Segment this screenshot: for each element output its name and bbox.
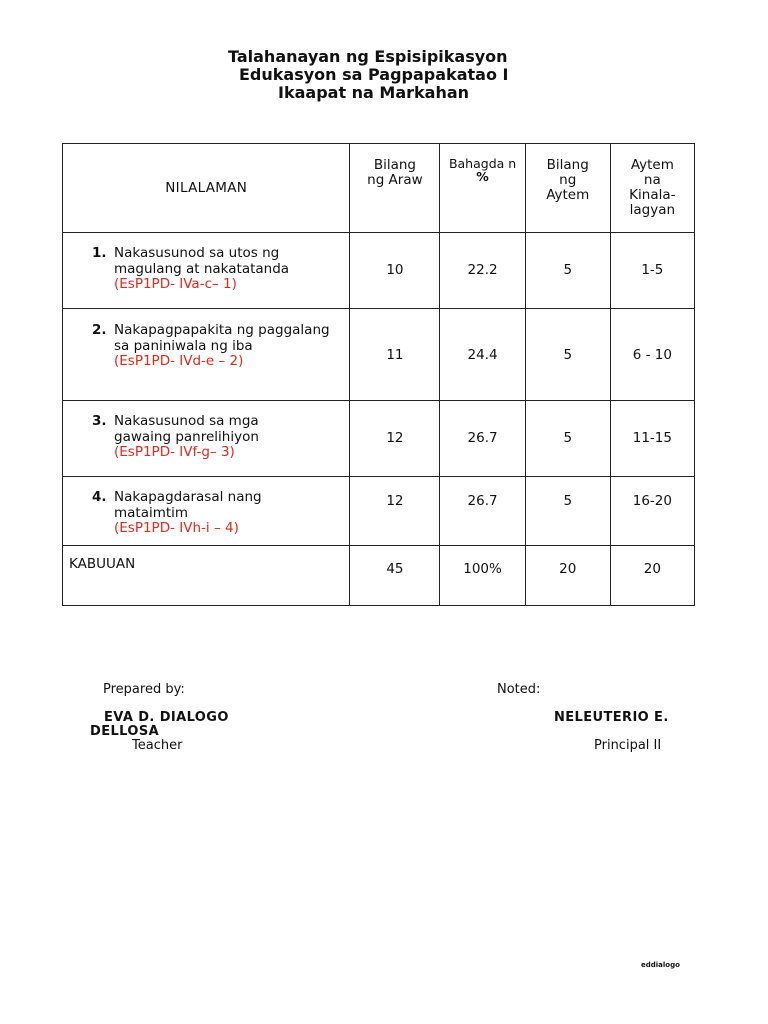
- days-cell: 10: [350, 233, 440, 309]
- item-text: Nakapagpapakita ng paggalang sa paniniwala ng iba: [114, 322, 330, 354]
- placement-cell: 16-20: [610, 477, 694, 546]
- placement-cell: 11-15: [610, 401, 694, 477]
- total-row: [63, 546, 695, 606]
- title-line-1: Talahanayan ng Espisipikasyon: [228, 47, 508, 66]
- noted-label: Noted:: [497, 682, 541, 697]
- prepared-name-line1: EVA D. DIALOGO: [104, 710, 229, 725]
- header-placement: [610, 144, 694, 233]
- prepared-title: Teacher: [132, 738, 183, 753]
- prepared-by-label: Prepared by:: [103, 682, 185, 697]
- item-number: 4.: [92, 489, 107, 505]
- footer-watermark: eddialogo: [641, 961, 680, 969]
- competency-code: (EsP1PD- IVh-i – 4): [114, 520, 239, 536]
- competency-code: (EsP1PD- IVa-c– 1): [114, 276, 237, 292]
- percent-cell: 26.7: [440, 477, 525, 546]
- item-text: Nakapagdarasal nang mataimtim: [114, 489, 262, 521]
- items-cell: 5: [525, 477, 610, 546]
- items-cell: 5: [525, 401, 610, 477]
- title-line-3: Ikaapat na Markahan: [278, 83, 470, 102]
- total-label: KABUUAN: [63, 546, 350, 606]
- table-header-row: [63, 144, 695, 233]
- percent-cell: 22.2: [440, 233, 525, 309]
- item-text: Nakasusunod sa utos ng magulang at nakatatanda: [114, 245, 290, 277]
- specification-table: [62, 143, 695, 606]
- content-cell: [63, 309, 350, 401]
- header-days: [350, 144, 440, 233]
- content-cell: [63, 477, 350, 546]
- item-number: 1.: [92, 245, 107, 261]
- prepared-name-line2: DELLOSA: [90, 724, 160, 739]
- header-percent-sign: %: [476, 169, 489, 184]
- placement-cell: 6 - 10: [610, 309, 694, 401]
- placement-cell: 1-5: [610, 233, 694, 309]
- table-row: [63, 477, 695, 546]
- total-days: 45: [350, 546, 440, 606]
- header-items-label: Bilang ng Aytem: [546, 157, 590, 203]
- total-items: 20: [525, 546, 610, 606]
- header-percent-label: Bahagda n: [448, 156, 517, 171]
- percent-cell: 26.7: [440, 401, 525, 477]
- competency-code: (EsP1PD- IVf-g– 3): [114, 444, 235, 460]
- header-placement-label: Aytem na Kinala-lagyan: [629, 157, 676, 218]
- content-cell: [63, 233, 350, 309]
- header-percent: [440, 144, 525, 233]
- item-text: Nakasusunod sa mga gawaing panrelihiyon: [114, 413, 259, 445]
- table-row: [63, 401, 695, 477]
- header-items: [525, 144, 610, 233]
- competency-code: (EsP1PD- IVd-e – 2): [114, 353, 244, 369]
- days-cell: 12: [350, 477, 440, 546]
- header-content: NILALAMAN: [63, 144, 350, 233]
- item-number: 3.: [92, 413, 107, 429]
- percent-cell: 24.4: [440, 309, 525, 401]
- table-row: [63, 309, 695, 401]
- total-percent: 100%: [440, 546, 525, 606]
- title-line-2: Edukasyon sa Pagpapakatao I: [239, 65, 509, 84]
- item-number: 2.: [92, 322, 107, 338]
- total-placement: 20: [610, 546, 694, 606]
- noted-title: Principal II: [594, 738, 662, 753]
- table-row: [63, 233, 695, 309]
- days-cell: 12: [350, 401, 440, 477]
- content-cell: [63, 401, 350, 477]
- days-cell: 11: [350, 309, 440, 401]
- items-cell: 5: [525, 309, 610, 401]
- noted-name: NELEUTERIO E.: [554, 710, 669, 725]
- header-days-label: Bilang ng Araw: [367, 157, 423, 188]
- items-cell: 5: [525, 233, 610, 309]
